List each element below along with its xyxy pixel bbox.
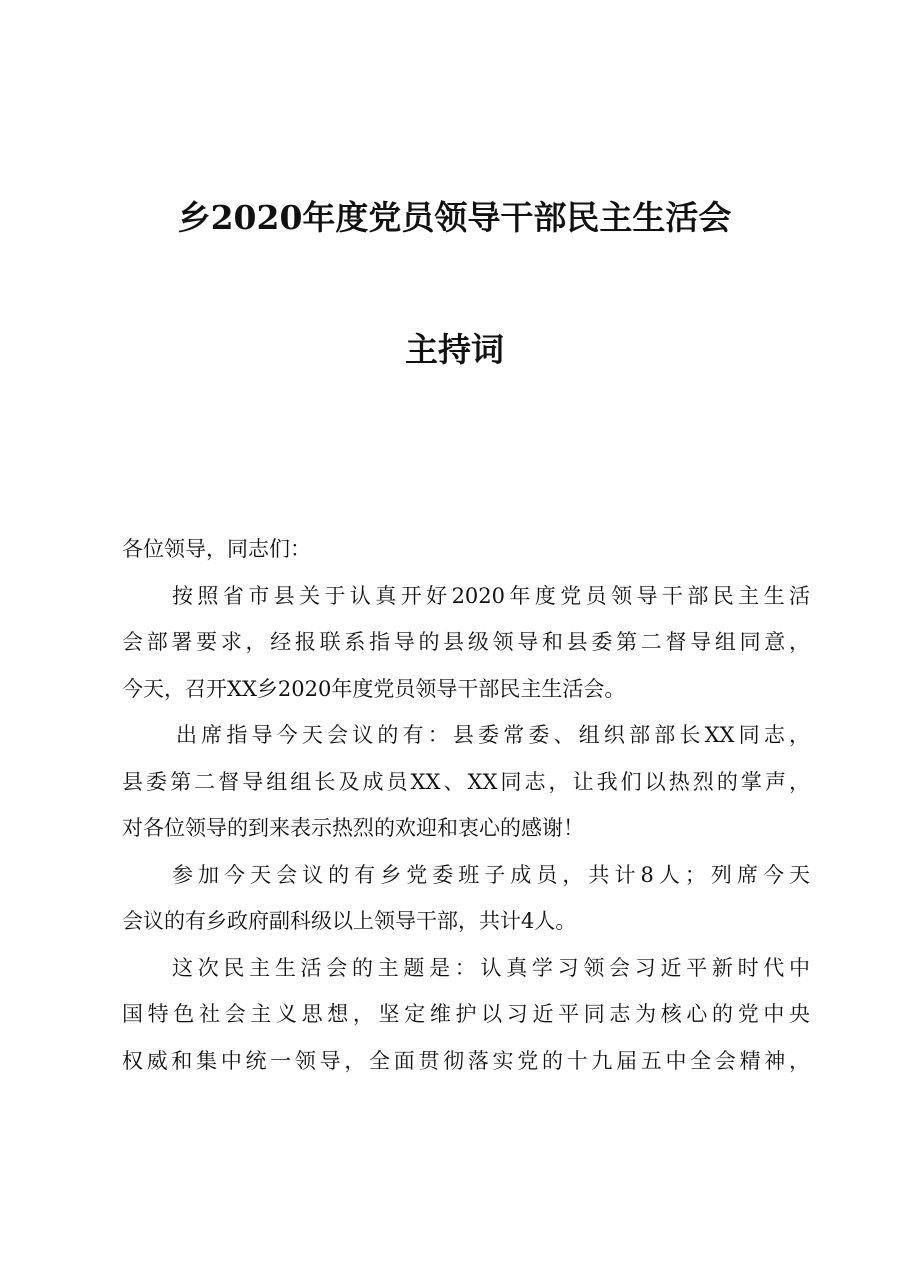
paragraph-line: 出席指导今天会议的有：县委常委、组织部部长XX同志， xyxy=(176,723,810,747)
paragraph-line: 会部署要求，经报联系指导的县级领导和县委第二督导组同意， xyxy=(122,630,810,654)
document-subtitle: 主持词 xyxy=(405,330,504,369)
document-title: 乡2020年度党员领导干部民主生活会 xyxy=(177,198,732,237)
paragraph-line: 今天，召开XX乡2020年度党员领导干部民主生活会。 xyxy=(122,676,626,701)
paragraph-line: 县委第二督导组组长及成员XX、XX同志，让我们以热烈的掌声， xyxy=(122,769,810,794)
document-body xyxy=(122,526,810,1084)
paragraph-line: 按照省市县关于认真开好2020年度党员领导干部民主生活 xyxy=(172,583,810,608)
paragraph-line: 对各位领导的到来表示热烈的欢迎和衷心的感谢！ xyxy=(122,816,584,840)
paragraph-line: 国特色社会主义思想，坚定维护以习近平同志为核心的党中央 xyxy=(122,1002,810,1026)
paragraph-line: 会议的有乡政府副科级以上领导干部，共计4人。 xyxy=(122,909,577,933)
paragraph-line: 权威和集中统一领导，全面贯彻落实党的十九届五中全会精神， xyxy=(122,1048,810,1073)
paragraph-line: 参加今天会议的有乡党委班子成员，共计8人；列席今天 xyxy=(172,862,810,887)
salutation: 各位领导，同志们： xyxy=(122,537,311,561)
paragraph-line: 这次民主生活会的主题是：认真学习领会习近平新时代中 xyxy=(172,955,810,980)
